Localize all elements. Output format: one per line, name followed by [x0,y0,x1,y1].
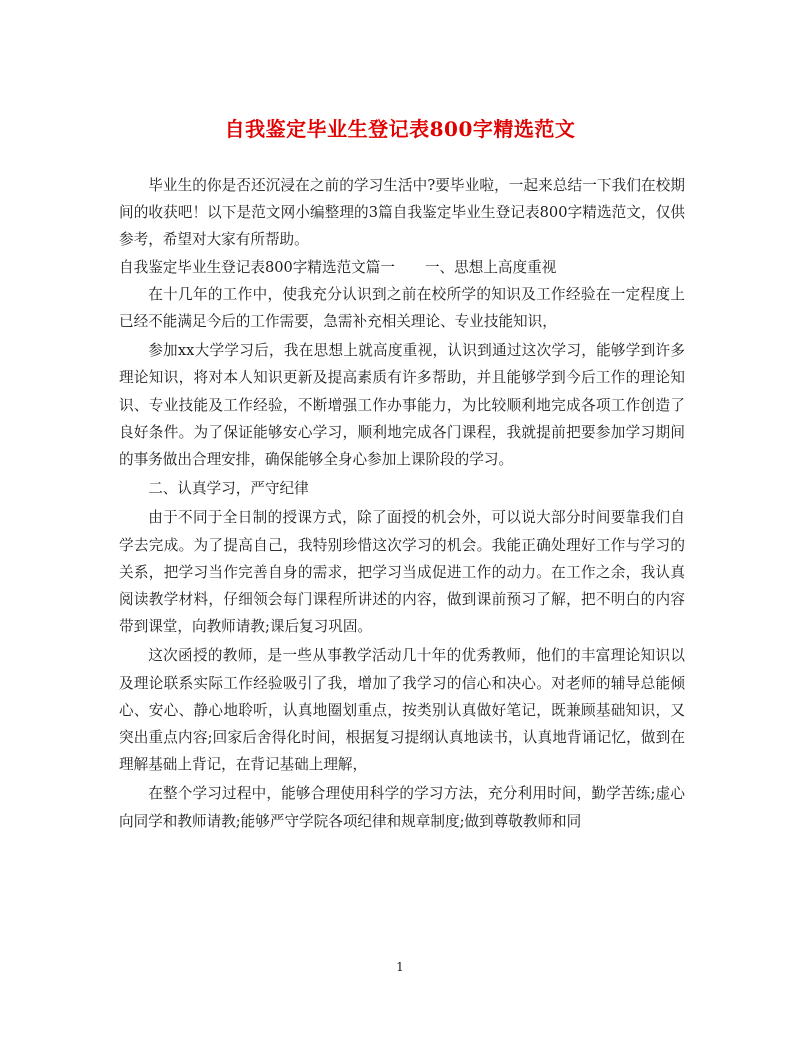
paragraph-4: 这次函授的教师，是一些从事教学活动几十年的优秀教师，他们的丰富理论知识以及理论联系实际工作经验吸引了我，增加了我学习的信心和决心。对老师的辅导总能倾心、安心、静心地聆听，认真地圈划重点，按类别认真做好笔记，既兼顾基础知识，又突出重点内容;回家后舍得化时间，根据复习提纲认真地读书，认真地背诵记忆，做到在理解基础上背记，在背记基础上理解， [119,647,685,774]
section-heading-line [119,254,685,281]
page-number: 1 [396,960,404,974]
heading-two: 二、认真学习，严守纪律 [148,480,309,498]
paragraph-3: 由于不同于全日制的授课方式，除了面授的机会外，可以说大部分时间要靠我们自学去完成。为了提高自己，我特别珍惜这次学习的机会。我能正确处理好工作与学习的关系，把学习当作完善自身的需求，把学习当成促进工作的动力。在工作之余，我认真阅读教学材料，仔细领会每门课程所讲述的内容，做到课前预习了解，把不明白的内容带到课堂，向教师请教;课后复习巩固。 [119,509,685,636]
section-heading: 自我鉴定毕业生登记表800字精选范文篇一 [119,258,395,276]
paragraph-2: 参加xx大学学习后，我在思想上就高度重视，认识到通过这次学习，能够学到许多理论知识，将对本人知识更新及提高素质有许多帮助，并且能够学到今后工作的理论知识、专业技能及工作经验，不断增强工作办事能力，为比较顺利地完成各项工作创造了良好条件。为了保证能够安心学习，顺利地完成各门课程，我就提前把要参加学习期间的事务做出合理安排，确保能够全身心参加上课阶段的学习。 [119,342,685,469]
intro-paragraph: 毕业生的你是否还沉浸在之前的学习生活中?要毕业啦，一起来总结一下我们在校期间的收获吧！以下是范文网小编整理的3篇自我鉴定毕业生登记表800字精选范文，仅供参考，希望对大家有所帮助。 [119,177,685,249]
heading-one: 一、思想上高度重视 [424,258,557,276]
paragraph-1: 在十几年的工作中，使我充分认识到之前在校所学的知识及工作经验在一定程度上已经不能满足今后的工作需要，急需补充相关理论、专业技能知识， [119,285,685,331]
document-body [119,172,685,835]
paragraph-5: 在整个学习过程中，能够合理使用科学的学习方法，充分利用时间，勤学苦练;虚心向同学和教师请教;能够严守学院各项纪律和规章制度;做到尊敬教师和同 [119,785,685,830]
document-title: 自我鉴定毕业生登记表800字精选范文 [224,117,576,141]
